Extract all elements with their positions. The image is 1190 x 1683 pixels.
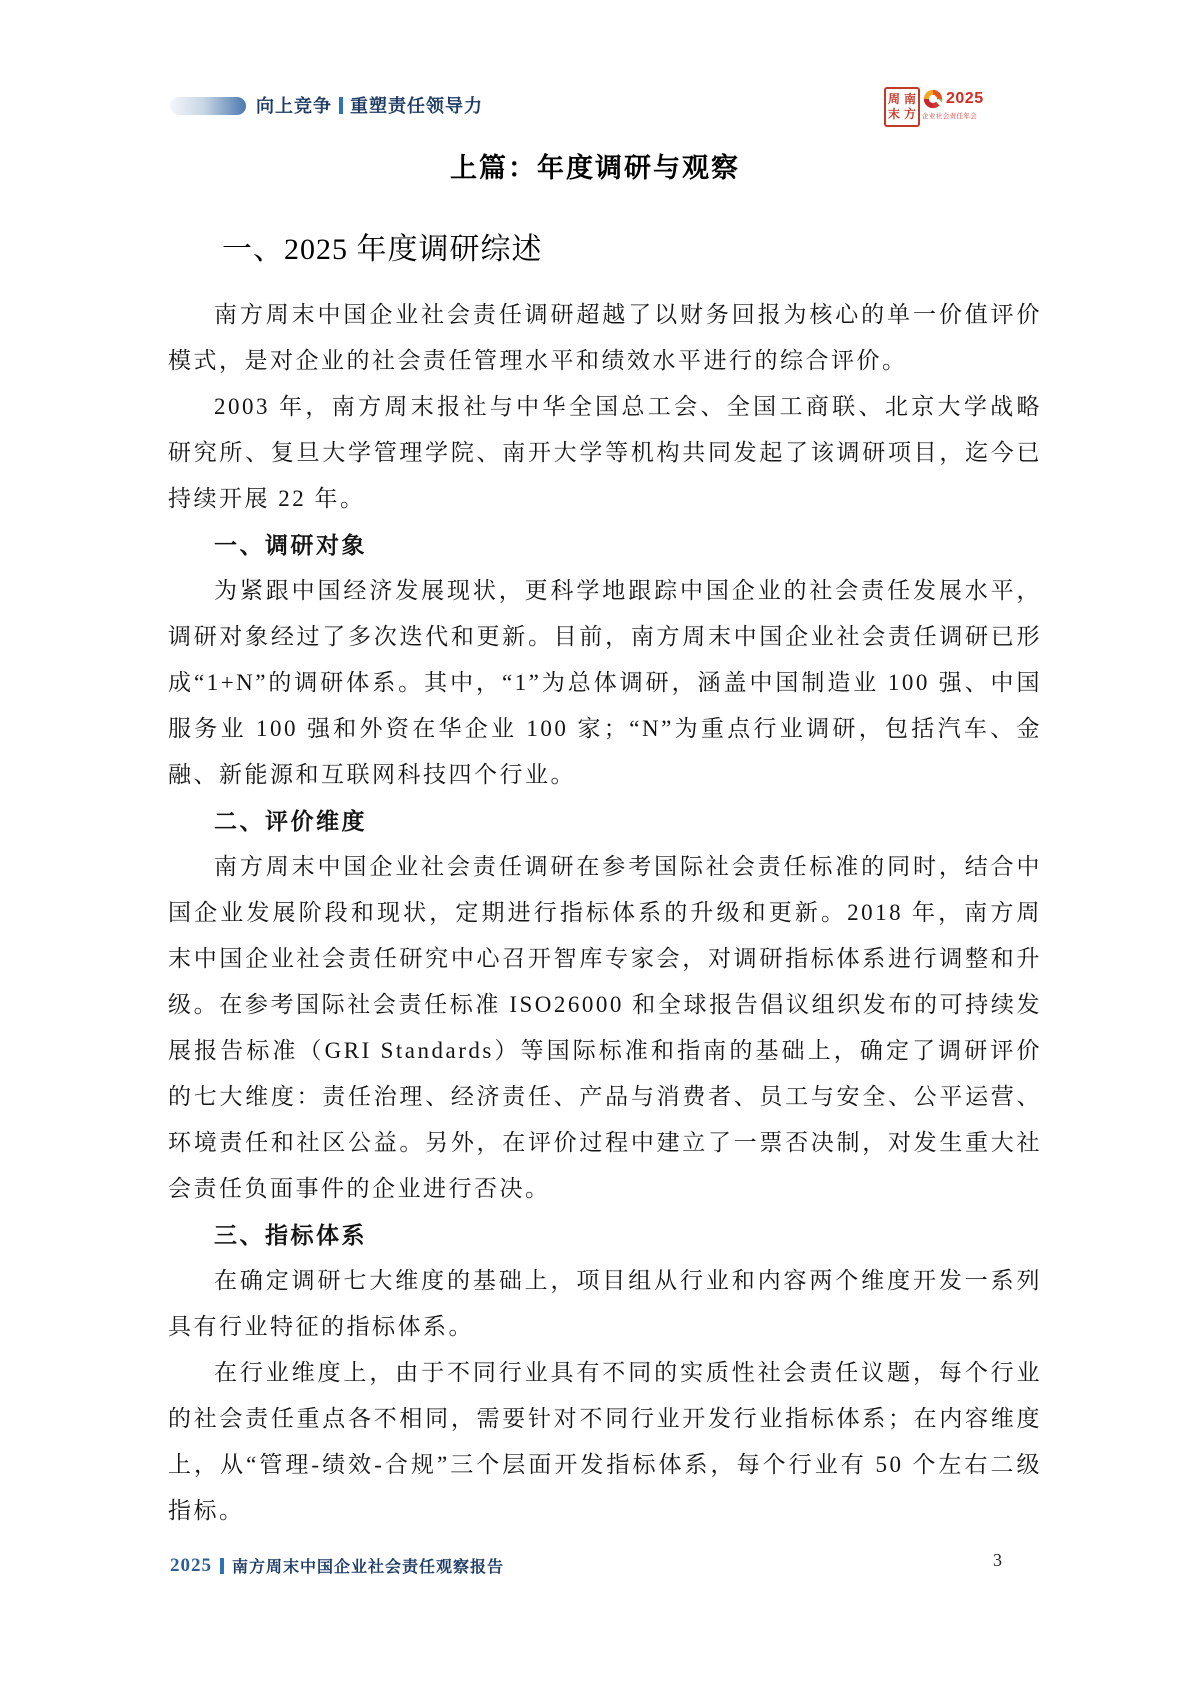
part-title: 上篇：年度调研与观察 [450, 153, 740, 183]
tagline-left: 向上竞争 [256, 96, 332, 116]
sub-heading: 一、调研对象 [214, 532, 367, 558]
footer-year: 2025 [170, 1554, 212, 1576]
body-paragraph: 在确定调研七大维度的基础上，项目组从行业和内容两个维度开发一系列具有行业特征的指标体系。 [168, 1268, 1042, 1339]
tagline-right: 重塑责任领导力 [350, 96, 483, 116]
header-accent-bar [170, 97, 246, 115]
southern-weekly-seal-icon [884, 87, 920, 127]
seal-char: 末 [887, 107, 900, 121]
sub-heading: 三、指标体系 [214, 1222, 367, 1248]
csr-annual-logo-mark-icon [922, 88, 944, 110]
sub-heading: 二、评价维度 [214, 808, 367, 834]
header-tagline [256, 91, 483, 119]
body-paragraph: 南方周末中国企业社会责任调研在参考国际社会责任标准的同时，结合中国企业发展阶段和现状，定期进行指标体系的升级和更新。2018 年，南方周末中国企业社会责任研究中心召开智库专家会，对调研指标体系进行调整和升级。在参考国际社会责任标准 ISO26000 和全球报告倡议组织发布的可持续发展报告标准（GRI Standards）等国际标准和指南的基础上，确定了调研评价的七大维度：责任治理、经济责任、产品与消费者、员工与安全、公平运营、环境责任和社区公益。另外，在评价过程中建立了一票否决制，对发生重大社会责任负面事件的企业进行否决。 [168, 854, 1043, 1201]
body-paragraph: 南方周末中国企业社会责任调研超越了以财务回报为核心的单一价值评价模式，是对企业的社会责任管理水平和绩效水平进行的综合评价。 [168, 302, 1042, 373]
footer-separator [220, 1558, 224, 1574]
seal-char: 周 [887, 92, 900, 106]
csr-annual-logo-year: 2025 [946, 90, 984, 107]
csr-annual-logo-subtitle: 企业社会责任年会 [922, 113, 978, 120]
tagline-separator [339, 97, 343, 114]
footer-report-title: 南方周末中国企业社会责任观察报告 [232, 1559, 505, 1576]
body-paragraph: 为紧跟中国经济发展现状，更科学地跟踪中国企业的社会责任发展水平，调研对象经过了多次迭代和更新。目前，南方周末中国企业社会责任调研已形成“1+N”的调研体系。其中，“1”为总体调研，涵盖中国制造业 100 强、中国服务业 100 强和外资在华企业 100 家；“N”为重点行业调研，包括汽车、金融、新能源和互联网科技四个行业。 [168, 578, 1042, 787]
page-footer [170, 1554, 504, 1577]
body-blocks [168, 292, 1042, 1534]
seal-char: 南 [903, 92, 916, 106]
csr-annual-conference-logo [922, 88, 986, 120]
body-paragraph: 在行业维度上，由于不同行业具有不同的实质性社会责任议题，每个行业的社会责任重点各不相同，需要针对不同行业开发行业指标体系；在内容维度上，从“管理-绩效-合规”三个层面开发指标体系，每个行业有 50 个左右二级指标。 [168, 1360, 1042, 1523]
body-paragraph: 2003 年，南方周末报社与中华全国总工会、全国工商联、北京大学战略研究所、复旦大学管理学院、南开大学等机构共同发起了该调研项目，迄今已持续开展 22 年。 [168, 394, 1042, 511]
page-number: 3 [993, 1550, 1002, 1570]
seal-char: 方 [903, 107, 916, 121]
section-title: 一、2025 年度调研综述 [222, 233, 543, 266]
